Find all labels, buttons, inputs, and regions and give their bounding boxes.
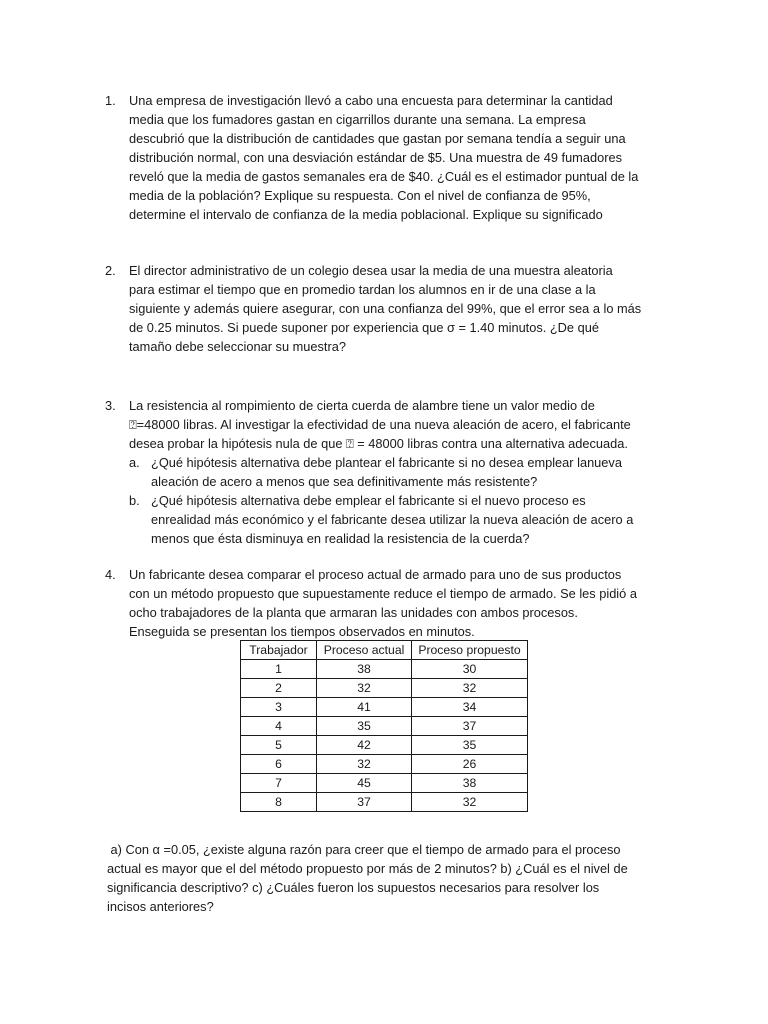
- cell-current: 41: [317, 698, 412, 717]
- cell-current: 37: [317, 793, 412, 812]
- cell-worker: 4: [241, 717, 317, 736]
- subitem-a: [129, 453, 665, 491]
- cell-proposed: 37: [412, 717, 528, 736]
- cell-current: 32: [317, 755, 412, 774]
- cell-current: 45: [317, 774, 412, 793]
- text-line: descubrió que la distribución de cantidades que gastan por semana tendía a seguir una: [129, 131, 626, 146]
- table-row: [241, 793, 528, 812]
- cell-proposed: 32: [412, 793, 528, 812]
- cell-worker: 1: [241, 660, 317, 679]
- subitem-letter: a.: [129, 455, 140, 470]
- table-row: [241, 660, 528, 679]
- problem-number: 4.: [105, 567, 116, 582]
- text-line: ocho trabajadores de la planta que armaran las unidades con ambos procesos.: [129, 605, 578, 620]
- text-line: El director administrativo de un colegio desea usar la media de una muestra aleatoria: [129, 263, 613, 278]
- subitem-text: [151, 491, 665, 548]
- text-line: aleación de acero a menos que sea definitivamente más resistente?: [151, 474, 538, 489]
- cell-current: 35: [317, 717, 412, 736]
- text-line: Una empresa de investigación llevó a cabo una encuesta para determinar la cantidad: [129, 93, 613, 108]
- text-line: con un método propuesto que supuestamente reduce el tiempo de armado. Se les pidió a: [129, 586, 637, 601]
- text-line: media que los fumadores gastan en cigarrillos durante una semana. La empresa: [129, 112, 586, 127]
- text-line: significancia descriptivo? c) ¿Cuáles fueron los supuestos necesarios para resolver los: [107, 880, 600, 895]
- cell-worker: 3: [241, 698, 317, 717]
- text-line: actual es mayor que el del método propuesto por más de 2 minutos? b) ¿Cuál es el nivel de: [107, 861, 628, 876]
- header-proposed-process: Proceso propuesto: [412, 641, 528, 660]
- text-line: ⍰=48000 libras. Al investigar la efectividad de una nueva aleación de acero, el fabricante: [129, 417, 631, 432]
- text-line: siguiente y además quiere asegurar, con una confianza del 99%, que el error sea a lo más: [129, 301, 642, 316]
- subitem-text: [151, 453, 665, 491]
- problem-text: [129, 91, 665, 224]
- text-line: a) Con α =0.05, ¿existe alguna razón para creer que el tiempo de armado para el proceso: [107, 842, 621, 857]
- table-header-row: [241, 641, 528, 660]
- cell-proposed: 35: [412, 736, 528, 755]
- text-line: para estimar el tiempo que en promedio tardan los alumnos en ir de una clase a la: [129, 282, 596, 297]
- cell-worker: 6: [241, 755, 317, 774]
- subitem-b: [129, 491, 665, 548]
- times-table: [240, 640, 528, 812]
- text-line: reveló que la media de gastos semanales era de $40. ¿Cuál es el estimador puntual de la: [129, 169, 639, 184]
- table-row: [241, 717, 528, 736]
- final-questions: [107, 840, 667, 916]
- cell-current: 32: [317, 679, 412, 698]
- problem-3: [105, 396, 665, 548]
- text-line: La resistencia al rompimiento de cierta cuerda de alambre tiene un valor medio de: [129, 398, 595, 413]
- text-line: ¿Qué hipótesis alternativa debe plantear el fabricante si no desea emplear lanueva: [151, 455, 622, 470]
- subitem-letter: b.: [129, 493, 140, 508]
- text-line: determine el intervalo de confianza de la media poblacional. Explique su significado: [129, 207, 603, 222]
- problem-number: 3.: [105, 398, 116, 413]
- cell-worker: 2: [241, 679, 317, 698]
- cell-proposed: 30: [412, 660, 528, 679]
- text-line: enrealidad más económico y el fabricante desea utilizar la nueva aleación de acero a: [151, 512, 634, 527]
- cell-proposed: 34: [412, 698, 528, 717]
- text-line: desea probar la hipótesis nula de que ⍰ = 48000 libras contra una alternativa adecuada.: [129, 436, 628, 451]
- problem-number: 1.: [105, 93, 116, 108]
- problem-2: [105, 261, 665, 356]
- table-row: [241, 736, 528, 755]
- cell-current: 38: [317, 660, 412, 679]
- text-line: ¿Qué hipótesis alternativa debe emplear el fabricante si el nuevo proceso es: [151, 493, 586, 508]
- problem-text: [129, 261, 665, 356]
- cell-worker: 8: [241, 793, 317, 812]
- problem-text: [129, 565, 665, 641]
- header-worker: Trabajador: [241, 641, 317, 660]
- cell-worker: 5: [241, 736, 317, 755]
- text-line: Un fabricante desea comparar el proceso actual de armado para uno de sus productos: [129, 567, 622, 582]
- text-line: incisos anteriores?: [107, 899, 214, 914]
- text-line: tamaño debe seleccionar su muestra?: [129, 339, 346, 354]
- cell-worker: 7: [241, 774, 317, 793]
- text-line: media de la población? Explique su respuesta. Con el nivel de confianza de 95%,: [129, 188, 591, 203]
- table-row: [241, 698, 528, 717]
- cell-proposed: 38: [412, 774, 528, 793]
- problem-text: [129, 396, 665, 453]
- cell-proposed: 32: [412, 679, 528, 698]
- problem-number: 2.: [105, 263, 116, 278]
- problem-1: [105, 91, 665, 224]
- cell-proposed: 26: [412, 755, 528, 774]
- problem-4: [105, 565, 665, 641]
- header-current-process: Proceso actual: [317, 641, 412, 660]
- table-row: [241, 679, 528, 698]
- table-row: [241, 774, 528, 793]
- text-line: menos que ésta disminuya en realidad la resistencia de la cuerda?: [151, 531, 530, 546]
- cell-current: 42: [317, 736, 412, 755]
- table-row: [241, 755, 528, 774]
- text-line: de 0.25 minutos. Si puede suponer por experiencia que σ = 1.40 minutos. ¿De qué: [129, 320, 599, 335]
- text-line: distribución normal, con una desviación estándar de $5. Una muestra de 49 fumadores: [129, 150, 622, 165]
- text-line: Enseguida se presentan los tiempos observados en minutos.: [129, 624, 475, 639]
